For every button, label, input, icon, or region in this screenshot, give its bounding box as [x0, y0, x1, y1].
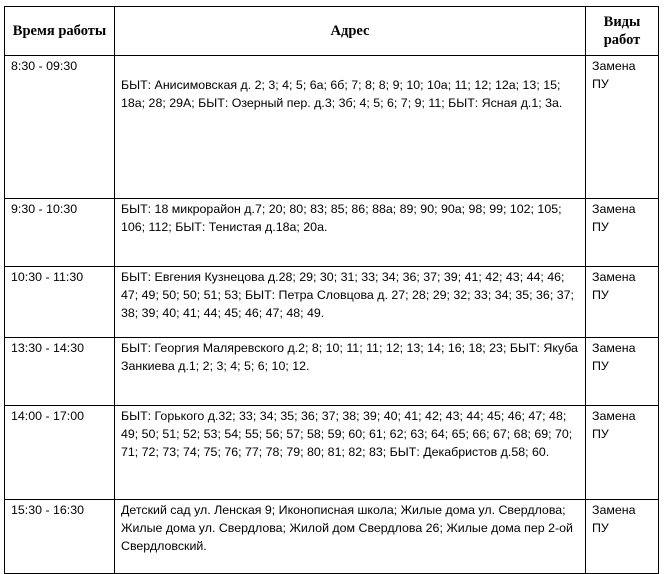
time-cell: 13:30 - 14:30 [5, 338, 115, 406]
table-row [5, 406, 659, 500]
table-row [5, 56, 659, 199]
schedule-table [4, 6, 659, 574]
time-cell: 9:30 - 10:30 [5, 199, 115, 267]
table-row [5, 199, 659, 267]
work-type-cell: Замена ПУ [586, 56, 659, 199]
address-cell: Детский сад ул. Ленская 9; Иконописная школа; Жилые дома ул. Свердлова; Жилые дома ул. Свердлова; Жилой дом Свердлова 26; Жилые дома пер 2-ой Свердловский. [115, 500, 586, 574]
table-row [5, 267, 659, 338]
header-address: Адрес [115, 7, 586, 56]
time-cell: 14:00 - 17:00 [5, 406, 115, 500]
table-row [5, 500, 659, 574]
time-cell: 10:30 - 11:30 [5, 267, 115, 338]
header-time: Время работы [5, 7, 115, 56]
work-type-cell: Замена ПУ [586, 199, 659, 267]
time-cell: 15:30 - 16:30 [5, 500, 115, 574]
header-work-type: Виды работ [586, 7, 659, 56]
table-header-row [5, 7, 659, 56]
address-cell: БЫТ: Евгения Кузнецова д.28; 29; 30; 31; 33; 34; 36; 37; 39; 41; 42; 43; 44; 46; 47; 49; 50; 50; 51; 53; БЫТ: Петра Словцова д. 27; 28; 29; 32; 33; 34; 35; 36; 37; 38; 39; 40; 41; 44; 45; 46; 47; 48; 49. [115, 267, 586, 338]
address-cell: БЫТ: Горького д.32; 33; 34; 35; 36; 37; 38; 39; 40; 41; 42; 43; 44; 45; 46; 47; 48; 49; 50; 51; 52; 53; 54; 55; 56; 57; 58; 59; 60; 61; 62; 63; 64; 65; 66; 67; 68; 69; 70; 71; 72; 73; 74; 75; 76; 77; 78; 79; 80; 81; 82; 83; БЫТ: Декабристов д.58; 60. [115, 406, 586, 500]
address-cell: БЫТ: Георгия Маляревского д.2; 8; 10; 11; 11; 12; 13; 14; 16; 18; 23; БЫТ: Якуба Занкиева д.1; 2; 3; 4; 5; 6; 10; 12. [115, 338, 586, 406]
work-type-cell: Замена ПУ [586, 406, 659, 500]
time-cell: 8:30 - 09:30 [5, 56, 115, 199]
table-row [5, 338, 659, 406]
work-type-cell: Замена ПУ [586, 500, 659, 574]
work-type-cell: Замена ПУ [586, 338, 659, 406]
work-type-cell: Замена ПУ [586, 267, 659, 338]
address-cell: БЫТ: 18 микрорайон д.7; 20; 80; 83; 85; 86; 88а; 89; 90; 90а; 98; 99; 102; 105; 106; 112; БЫТ: Тенистая д.18а; 20а. [115, 199, 586, 267]
address-cell: БЫТ: Анисимовская д. 2; 3; 4; 5; 6а; 6б; 7; 8; 8; 9; 10; 10а; 11; 12; 12а; 13; 15; 18а; 28; 29А; БЫТ: Озерный пер. д.3; 3б; 4; 5; 6; 7; 9; 11; БЫТ: Ясная д.1; 3а. [115, 56, 586, 199]
